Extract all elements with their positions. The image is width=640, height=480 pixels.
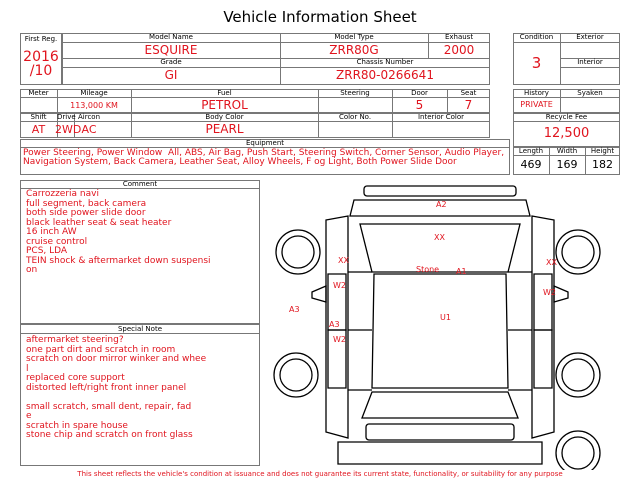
roof <box>372 274 508 388</box>
first-reg-month: /10 <box>29 63 53 79</box>
left-mirror <box>312 286 326 302</box>
model-type-value: ZRR80G <box>329 43 379 57</box>
fuel-value: PETROL <box>201 98 248 112</box>
aircon-value: AC <box>81 123 97 136</box>
body-color-value: PEARL <box>205 122 244 136</box>
right-side-body <box>532 216 554 438</box>
mark-w2-left-lower: W2 <box>333 335 346 344</box>
mark-a3-side: A3 <box>289 305 300 314</box>
rear-left-wheel-rim <box>280 359 312 391</box>
fuel-label: Fuel <box>217 89 232 97</box>
meter-label: Meter <box>28 89 49 97</box>
first-reg-label: First Reg. <box>24 35 58 43</box>
grade-value: GI <box>164 68 178 82</box>
drive-label: Drive <box>57 113 76 121</box>
steering-label: Steering <box>340 89 370 97</box>
door-label: Door <box>411 89 428 97</box>
mark-a1: A1 <box>456 267 467 276</box>
shift-label: Shift <box>30 113 47 121</box>
special-note-label: Special Note <box>117 325 163 333</box>
mileage-value: 113,000 KM <box>70 101 118 110</box>
exterior-label: Exterior <box>576 33 604 41</box>
height-label: Height <box>590 147 615 155</box>
interior-color-label: Interior Color <box>417 113 465 121</box>
front-left-wheel-rim <box>282 236 314 268</box>
chassis-label: Chassis Number <box>356 58 414 66</box>
recycle-fee-value: 12,500 <box>543 126 590 141</box>
rear-underbody <box>338 442 542 464</box>
windshield <box>360 224 520 272</box>
length-label: Length <box>518 147 544 155</box>
model-name-value: ESQUIRE <box>144 43 198 57</box>
body-color-label: Body Color <box>205 113 244 121</box>
condition-value: 3 <box>531 54 542 72</box>
syaken-label: Syaken <box>577 89 603 97</box>
aircon-label: Aircon <box>77 113 101 121</box>
width-label: Width <box>556 147 578 155</box>
mark-xx-left: XX <box>338 256 349 265</box>
mark-a2: A2 <box>436 200 447 209</box>
length-value: 469 <box>520 158 542 171</box>
height-value: 182 <box>592 158 613 171</box>
front-right-wheel-rim <box>562 236 594 268</box>
mark-u1: U1 <box>440 313 451 322</box>
drive-value: 2WD <box>55 123 82 136</box>
footer-disclaimer: This sheet reflects the vehicle's condition at issuance and does not guarantee its current state, functionality, or suitability for any purpose <box>77 470 563 478</box>
spare-wheel-rim <box>562 437 594 469</box>
chassis-value: ZRR80-0266641 <box>336 68 434 82</box>
mark-w2-right: W2 <box>543 288 556 297</box>
history-label: History <box>524 89 549 97</box>
mark-stone: Stone <box>416 265 440 274</box>
equipment-label: Equipment <box>246 139 284 147</box>
door-value: 5 <box>415 98 424 112</box>
right-mirror <box>554 286 568 302</box>
rear-bumper <box>366 424 514 440</box>
comment-text: Carrozzeria navi full segment, back camera both side power slide door black leather seat & seat heater 16 inch AW cruise control PCS, LDA TEIN shock & aftermarket down suspensi on <box>26 189 211 275</box>
right-rear-door <box>534 330 552 388</box>
condition-label: Condition <box>519 33 554 41</box>
equipment-text: Power Steering, Power Window All, ABS, Air Bag, Push Start, Steering Switch, Corner Sensor, Audio Player, Navigation System, Back Camera, Leather Seat, Alloy Wheels, F og Light, Both Power Slide Door <box>23 148 507 167</box>
right-front-door <box>534 274 552 330</box>
special-note-text: aftermarket steering? one part dirt and scratch in room scratch on door mirror winker and whee l replaced core support distorted left/right front inner panel small scratch, small dent, repair, fad e scratch in spare house stone chip and scratch on front glass <box>26 335 207 440</box>
model-type-label: Model Type <box>334 33 374 41</box>
color-no-label: Color No. <box>338 113 372 121</box>
exhaust-value: 2000 <box>443 43 475 57</box>
first-reg-year: 2016 <box>23 49 59 65</box>
seat-value: 7 <box>464 98 473 112</box>
model-name-label: Model Name <box>149 33 193 41</box>
seat-label: Seat <box>460 89 477 97</box>
history-value: PRIVATE <box>520 100 553 109</box>
rear-right-wheel-rim <box>562 359 594 391</box>
exhaust-label: Exhaust <box>444 33 474 41</box>
interior-label: Interior <box>577 58 603 66</box>
mark-xx-top: XX <box>434 233 445 242</box>
width-value: 169 <box>556 158 578 171</box>
mark-xx-right: XX <box>546 258 557 267</box>
rear-glass <box>362 392 518 418</box>
front-bumper <box>364 186 516 196</box>
recycle-fee-label: Recycle Fee <box>545 113 588 121</box>
mileage-label: Mileage <box>80 89 108 97</box>
car-damage-diagram <box>268 180 620 470</box>
shift-value: AT <box>31 123 46 136</box>
mark-a3-lower: A3 <box>329 320 340 329</box>
comment-label: Comment <box>122 180 158 188</box>
mark-w2-left-upper: W2 <box>333 281 346 290</box>
page-title: Vehicle Information Sheet <box>223 8 417 26</box>
grade-label: Grade <box>160 58 182 66</box>
